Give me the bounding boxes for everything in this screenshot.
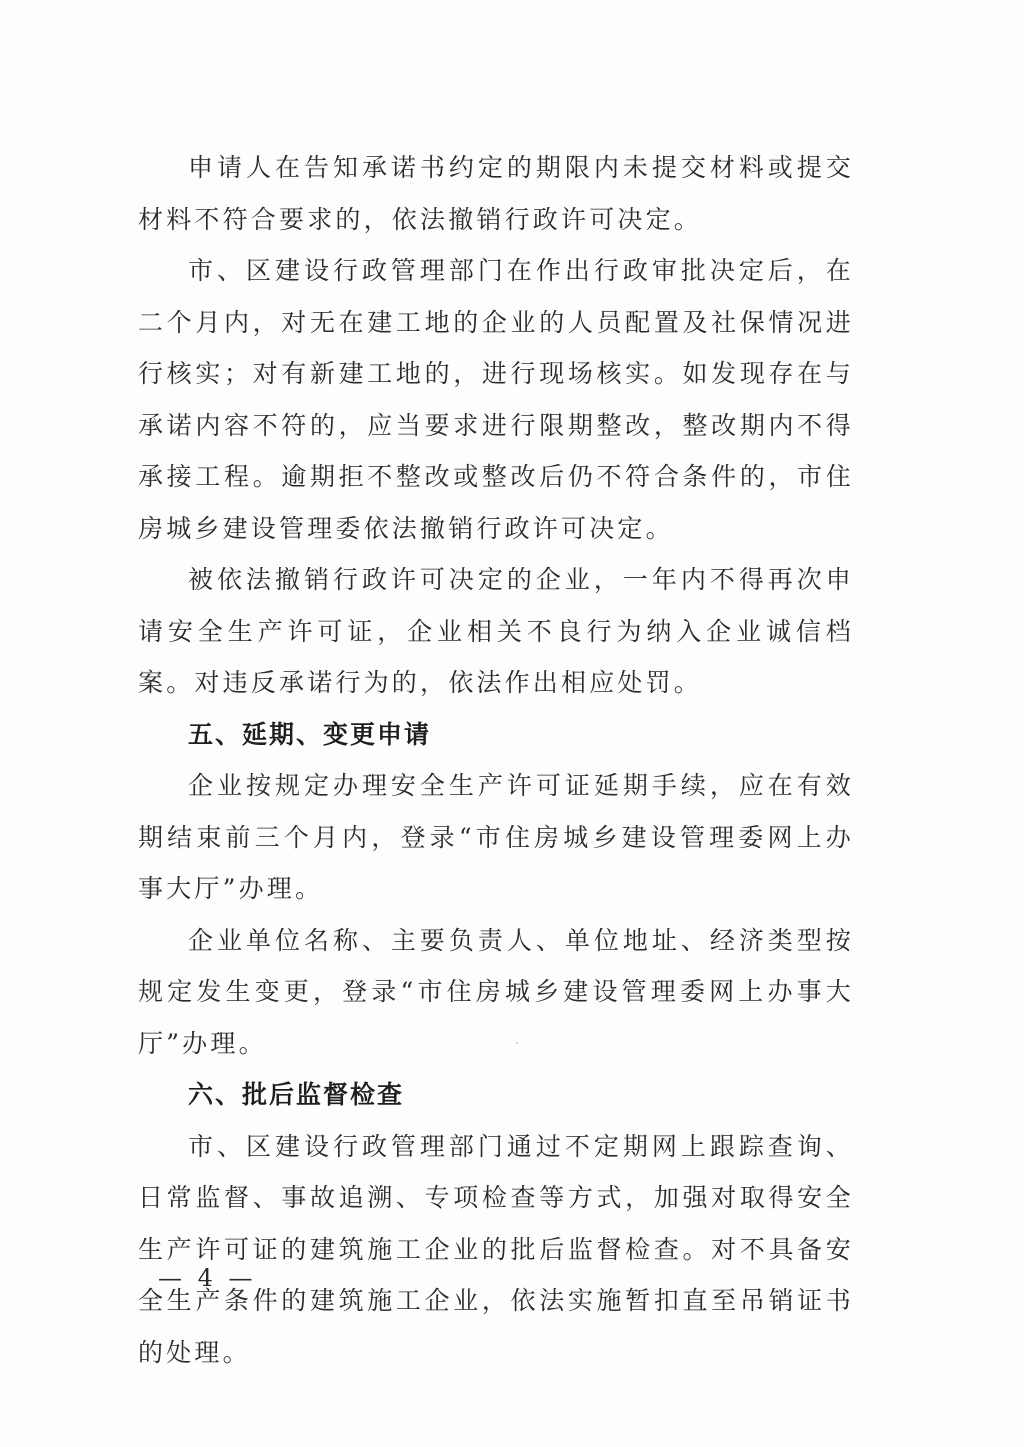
paragraph: 被依法撤销行政许可决定的企业，一年内不得再次申请安全生产许可证，企业相关不良行为纳入企业诚信档案。对违反承诺行为的，依法作出相应处罚。	[138, 565, 854, 697]
paragraph: 企业单位名称、主要负责人、单位地址、经济类型按规定发生变更，登录“市住房城乡建设管理委网上办事大厅”办理。	[138, 925, 854, 1058]
section-heading-supervision: 六、批后监督检查	[188, 1080, 405, 1109]
document-body	[138, 142, 854, 1378]
paragraph: 企业按规定办理安全生产许可证延期手续，应在有效期结束前三个月内，登录“市住房城乡建设管理委网上办事大厅”办理。	[138, 771, 854, 903]
paragraph: 市、区建设行政管理部门通过不定期网上跟踪查询、日常监督、事故追溯、专项检查等方式，加强对取得安全生产许可证的建筑施工企业的批后监督检查。对不具备安全生产条件的建筑施工企业，依法实施暂扣直至吊销证书的处理。	[138, 1131, 854, 1367]
section-heading-extension-change: 五、延期、变更申请	[188, 719, 432, 749]
paragraph: 市、区建设行政管理部门在作出行政审批决定后，在二个月内，对无在建工地的企业的人员配置及社保情况进行核实；对有新建工地的，进行现场核实。如发现存在与承诺内容不符的，应当要求进行限期整改，整改期内不得承接工程。逾期拒不整改或整改后仍不符合条件的，市住房城乡建设管理委依法撤销行政许可决定。	[138, 256, 854, 543]
page-number: — 4 —	[158, 1264, 257, 1292]
paragraph: 申请人在告知承诺书约定的期限内未提交材料或提交材料不符合要求的，依法撤销行政许可决定。	[138, 153, 854, 234]
scan-speck	[516, 1042, 518, 1044]
